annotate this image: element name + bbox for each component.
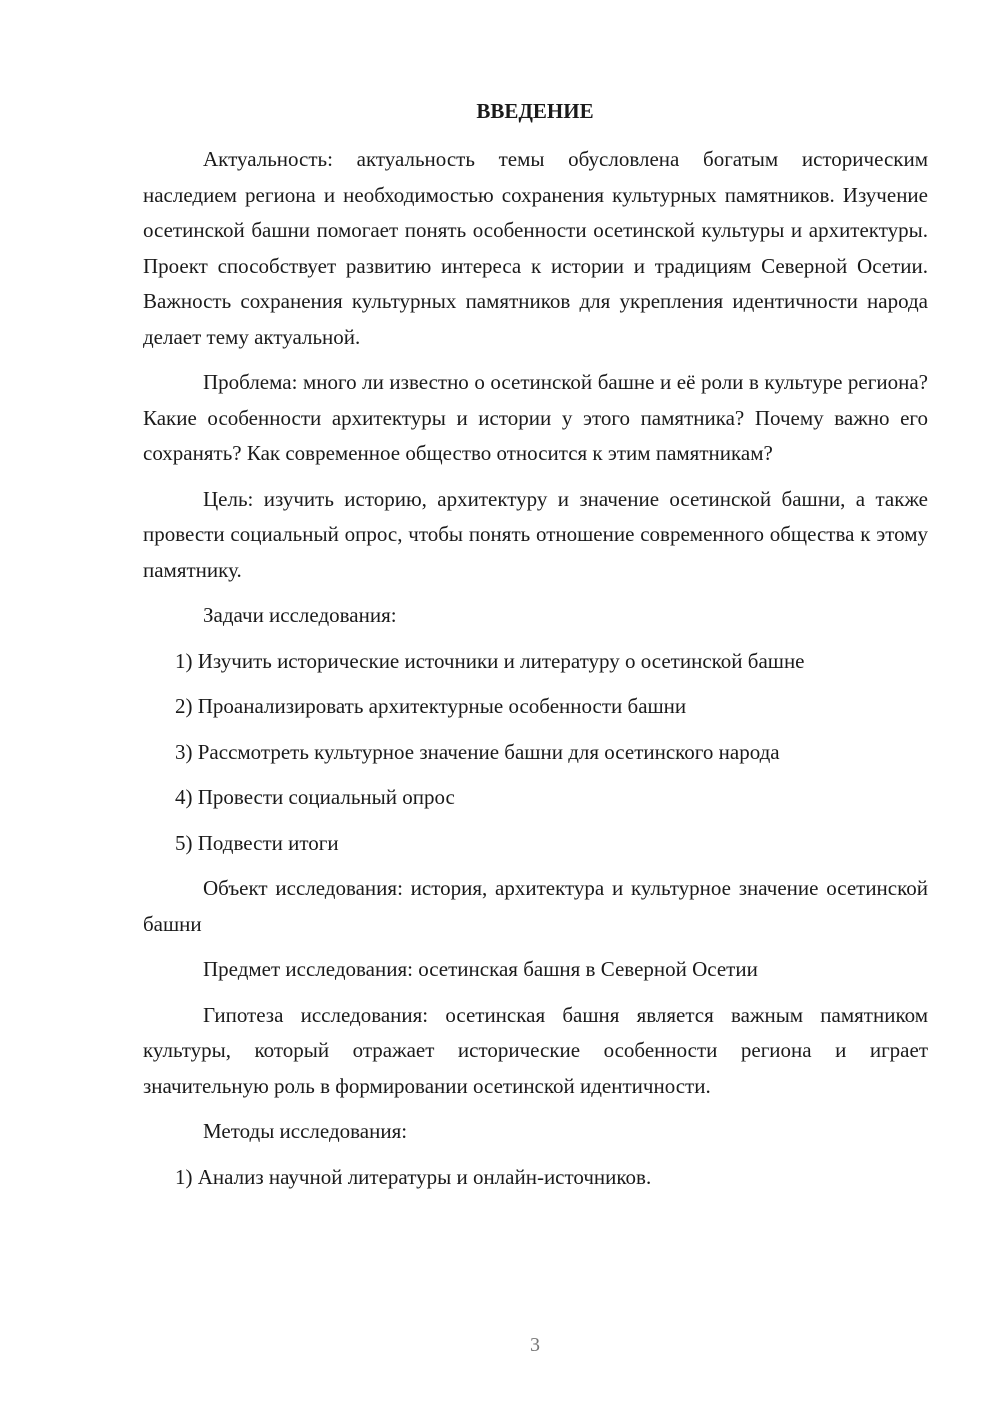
document-body <box>143 142 928 1205</box>
hypothesis-paragraph: Гипотеза исследования: осетинская башня является важным памятником культуры, который отражает исторические особенности региона и играет значительную роль в формировании осетинской идентичности. <box>143 1002 928 1098</box>
object-paragraph: Объект исследования: история, архитектура и культурное значение осетинской башни <box>143 876 928 936</box>
page-number: 3 <box>530 1334 540 1356</box>
task-item: 2) Проанализировать архитектурные особенности башни <box>175 694 687 718</box>
task-item: 4) Провести социальный опрос <box>175 785 455 809</box>
relevance-paragraph: Актуальность: актуальность темы обусловлена богатым историческим наследием региона и необходимостью сохранения культурных памятников. Изучение осетинской башни помогает понять особенности осетинской культуры и архитектуры. Проект способствует развитию интереса к истории и традициям Северной Осетии. Важность сохранения культурных памятников для укрепления идентичности народа делает тему актуальной. <box>143 147 928 349</box>
goal-paragraph: Цель: изучить историю, архитектуру и значение осетинской башни, а также провести социальный опрос, чтобы понять отношение современного общества к этому памятнику. <box>143 486 928 582</box>
problem-paragraph: Проблема: много ли известно о осетинской башне и её роли в культуре региона? Какие особенности архитектуры и истории у этого памятника? Почему важно его сохранять? Как современное общество относится к этим памятникам? <box>143 370 928 465</box>
task-item: 1) Изучить исторические источники и литературу о осетинской башне <box>175 648 805 673</box>
subject-paragraph: Предмет исследования: осетинская башня в Северной Осетии <box>203 957 758 981</box>
section-heading: ВВЕДЕНИЕ <box>476 99 594 123</box>
tasks-title: Задачи исследования: <box>203 603 397 627</box>
method-item: 1) Анализ научной литературы и онлайн-источников. <box>175 1164 652 1189</box>
methods-title: Методы исследования: <box>203 1119 408 1143</box>
task-item: 5) Подвести итоги <box>175 830 339 855</box>
task-item: 3) Рассмотреть культурное значение башни для осетинского народа <box>175 739 780 764</box>
